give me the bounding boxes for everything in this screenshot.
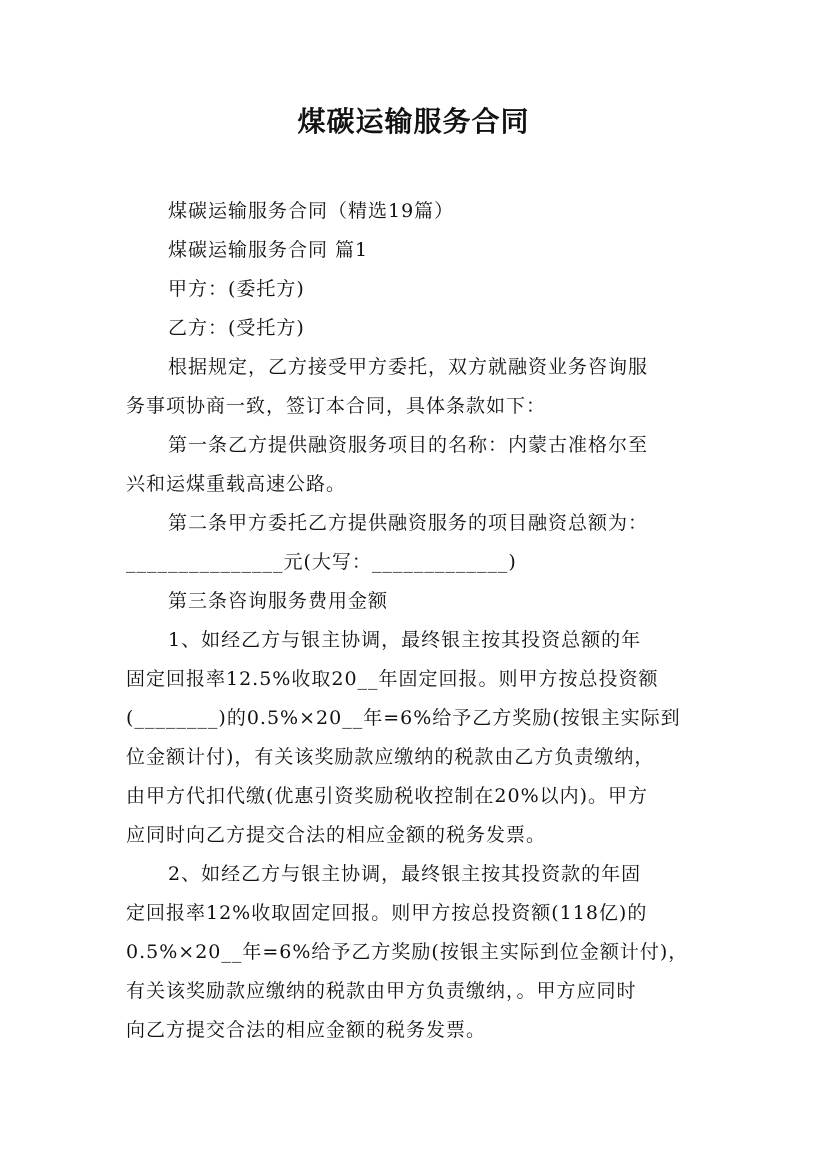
item-one-line: 位金额计付)，有关该奖励款应缴纳的税款由乙方负责缴纳， <box>126 746 655 768</box>
paragraph-line: 根据规定，乙方接受甲方委托，双方就融资业务咨询服 <box>168 356 649 378</box>
item-two-line: 有关该奖励款应缴纳的税款由甲方负责缴纳，。甲方应同时 <box>126 980 637 1002</box>
clause-two-line: 第二条甲方委托乙方提供融资服务的项目融资总额为： <box>168 512 649 534</box>
item-two-line: 定回报率12%收取固定回报。则甲方按总投资额(118亿)的 <box>126 902 648 924</box>
party-a-line: 甲方：(委托方) <box>168 278 305 300</box>
item-one-line: 由甲方代扣代缴(优惠引资奖励税收控制在20%以内)。甲方 <box>126 785 649 807</box>
document-title: 煤碳运输服务合同 <box>297 105 530 138</box>
item-two-line: 0.5%×20__年=6%给予乙方奖励(按银主实际到位金额计付)， <box>126 941 689 963</box>
clause-one-line: 第一条乙方提供融资服务项目的名称：内蒙古准格尔至 <box>168 434 649 456</box>
party-b-line: 乙方：(受托方) <box>168 317 305 339</box>
item-one-line: 1、如经乙方与银主协调，最终银主按其投资总额的年 <box>168 629 642 651</box>
subtitle: 煤碳运输服务合同（精选19篇） <box>168 200 455 222</box>
item-one-line: 应同时向乙方提交合法的相应金额的税务发票。 <box>126 824 547 846</box>
clause-one-line: 兴和运煤重载高速公路。 <box>126 473 347 495</box>
clause-two-blank-line: _______________元(大写：_____________) <box>126 551 517 573</box>
paragraph-line: 务事项协商一致，签订本合同，具体条款如下： <box>126 395 547 417</box>
item-two-line: 2、如经乙方与银主协调，最终银主按其投资款的年固 <box>168 863 642 885</box>
item-one-line: (________)的0.5%×20__年=6%给予乙方奖励(按银主实际到 <box>126 707 681 729</box>
section-heading: 煤碳运输服务合同 篇1 <box>168 239 369 261</box>
item-one-line: 固定回报率12.5%收取20__年固定回报。则甲方按总投资额 <box>126 668 659 690</box>
clause-three-heading: 第三条咨询服务费用金额 <box>168 590 389 612</box>
item-two-line: 向乙方提交合法的相应金额的税务发票。 <box>126 1019 487 1041</box>
